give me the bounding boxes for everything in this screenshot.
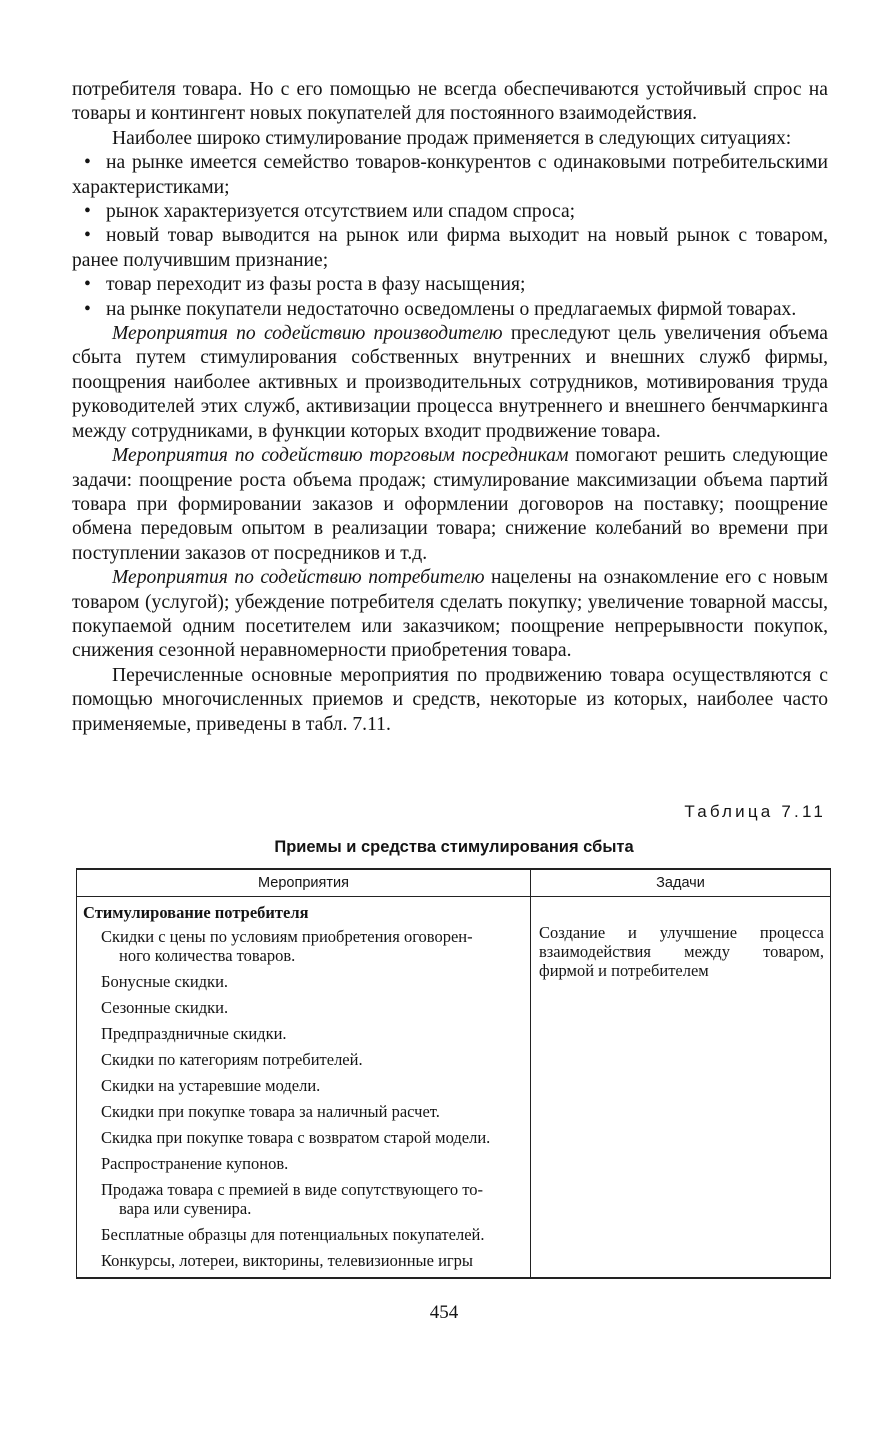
italic-term: Мероприятия по содействию потребителю: [112, 567, 485, 589]
list-item: [77, 998, 530, 1017]
paragraph: [72, 566, 828, 664]
list-item-line: Распространение купонов.: [101, 1154, 289, 1173]
list-item: [77, 1180, 530, 1218]
text-run: помогают решить следующие задачи: поощрение роста объема продаж; стимулирование максимизации объема партий товара при формировании заказов и оформлении договоров на поставку; поощрение обмена передовым опытом в реализации товара; снижение колебаний во времени при поступлении заказов от посредников и т.д.: [72, 445, 828, 564]
table-header-row: [77, 869, 831, 897]
list-item-line: Скидки по категориям потребителей.: [101, 1050, 363, 1069]
list-item-line: Продажа товара с премией в виде сопутствующего то-: [101, 1180, 484, 1199]
table-row: [77, 897, 831, 1279]
list-item: [77, 1154, 530, 1173]
list-item-line: Скидки с цены по условиям приобретения оговорен-: [101, 927, 473, 946]
tasks-cell: [531, 897, 831, 1279]
list-item: [77, 972, 530, 991]
paragraph: [72, 127, 828, 151]
bullet-item: • товар переходит из фазы роста в фазу насыщения;: [84, 274, 526, 296]
list-item: [77, 1076, 530, 1095]
table-title: Приемы и средства стимулирования сбыта: [274, 838, 634, 856]
list-item-line: Бесплатные образцы для потенциальных покупателей.: [101, 1225, 485, 1244]
list-item-line: вара или сувенира.: [119, 1199, 252, 1218]
paragraph: [72, 664, 828, 737]
list-item: [77, 1251, 530, 1270]
list-item: [77, 1024, 530, 1043]
italic-term: Мероприятия по содействию торговым посредникам: [112, 445, 569, 467]
column-header-tasks: Задачи: [531, 869, 831, 897]
page-number: 454: [429, 1302, 459, 1323]
bullet-item: • на рынке покупатели недостаточно осведомлены о предлагаемых фирмой товарах.: [84, 298, 797, 320]
list-item-line: Бонусные скидки.: [101, 972, 229, 991]
text-run: новый товар выводится на рынок или фирма выходит на новый рынок с товаром, ранее получившим признание;: [72, 225, 828, 271]
paragraph: [72, 444, 828, 566]
paragraph: [72, 78, 828, 127]
paragraph: [72, 322, 828, 444]
body-text: [72, 78, 828, 737]
table-label: Таблица 7.11: [684, 802, 826, 821]
measures-cell: [77, 897, 531, 1279]
list-item-line: Скидки при покупке товара за наличный расчет.: [101, 1102, 440, 1121]
text-run: Перечисленные основные мероприятия по продвижению товара осуществляются с помощью многочисленных приемов и средств, некоторые из которых, наиболее часто применяемые, приведены в табл. 7.11.: [72, 664, 828, 735]
text-run: товар переходит из фазы роста в фазу насыщения;: [106, 274, 526, 296]
list-item-line: Предпраздничные скидки.: [101, 1024, 287, 1043]
text-run: рынок характеризуется отсутствием или спадом спроса;: [106, 201, 576, 223]
list-item-line: Конкурсы, лотереи, викторины, телевизионные игры: [101, 1251, 474, 1270]
bullet-item: • рынок характеризуется отсутствием или спадом спроса;: [84, 201, 576, 223]
section-heading: Стимулирование потребителя: [83, 903, 309, 922]
list-item-line: Скидка при покупке товара с возвратом старой модели.: [101, 1128, 491, 1147]
list-item: [77, 1225, 530, 1244]
list-item-line: Скидки на устаревшие модели.: [101, 1076, 321, 1095]
italic-term: Мероприятия по содействию производителю: [112, 323, 503, 345]
list-item-line: Сезонные скидки.: [101, 998, 229, 1017]
list-item: [77, 1102, 530, 1121]
bullet-item: • на рынке имеется семейство товаров-конкурентов с одинаковыми потребительскими характеристиками;: [72, 152, 828, 198]
list-item: [77, 1050, 530, 1069]
list-item: [77, 1128, 530, 1147]
text-run: преследуют цель увеличения объема сбыта путем стимулирования собственных внутренних и внешних служб фирмы, поощрения наиболее активных и производительных сотрудников, мотивирования труда руководителей этих служб, активизации процесса внутреннего и внешнего бенчмаркинга между сотрудниками, в функции которых входит продвижение товара.: [72, 323, 829, 442]
measures-table: [76, 868, 831, 1279]
list-item: [77, 927, 530, 965]
text-run: на рынке имеется семейство товаров-конкурентов с одинаковыми потребительскими характеристиками;: [72, 152, 828, 198]
text-run: на рынке покупатели недостаточно осведомлены о предлагаемых фирмой товарах.: [106, 298, 797, 320]
text-run: Наиболее широко стимулирование продаж применяется в следующих ситуациях:: [112, 127, 792, 149]
task-text: Создание и улучшение процесса взаимодействия между товаром, фирмой и потребителем: [539, 923, 824, 980]
list-item-line: ного количества товаров.: [119, 946, 296, 965]
text-run: нацелены на ознакомление его с новым товаром (услугой); убеждение потребителя сделать покупку; увеличение товарной массы, покупаемой одним посетителем или заказчиком; поощрение непрерывности покупок, снижения сезонной неравномерности приобретения товара.: [72, 567, 828, 662]
measures-list: [77, 927, 530, 1270]
bullet-item: • новый товар выводится на рынок или фирма выходит на новый рынок с товаром, ранее получившим признание;: [72, 225, 828, 271]
text-run: потребителя товара. Но с его помощью не всегда обеспечиваются устойчивый спрос на товары и контингент новых покупателей для постоянного взаимодействия.: [72, 79, 828, 125]
column-header-measures: Мероприятия: [77, 869, 531, 897]
